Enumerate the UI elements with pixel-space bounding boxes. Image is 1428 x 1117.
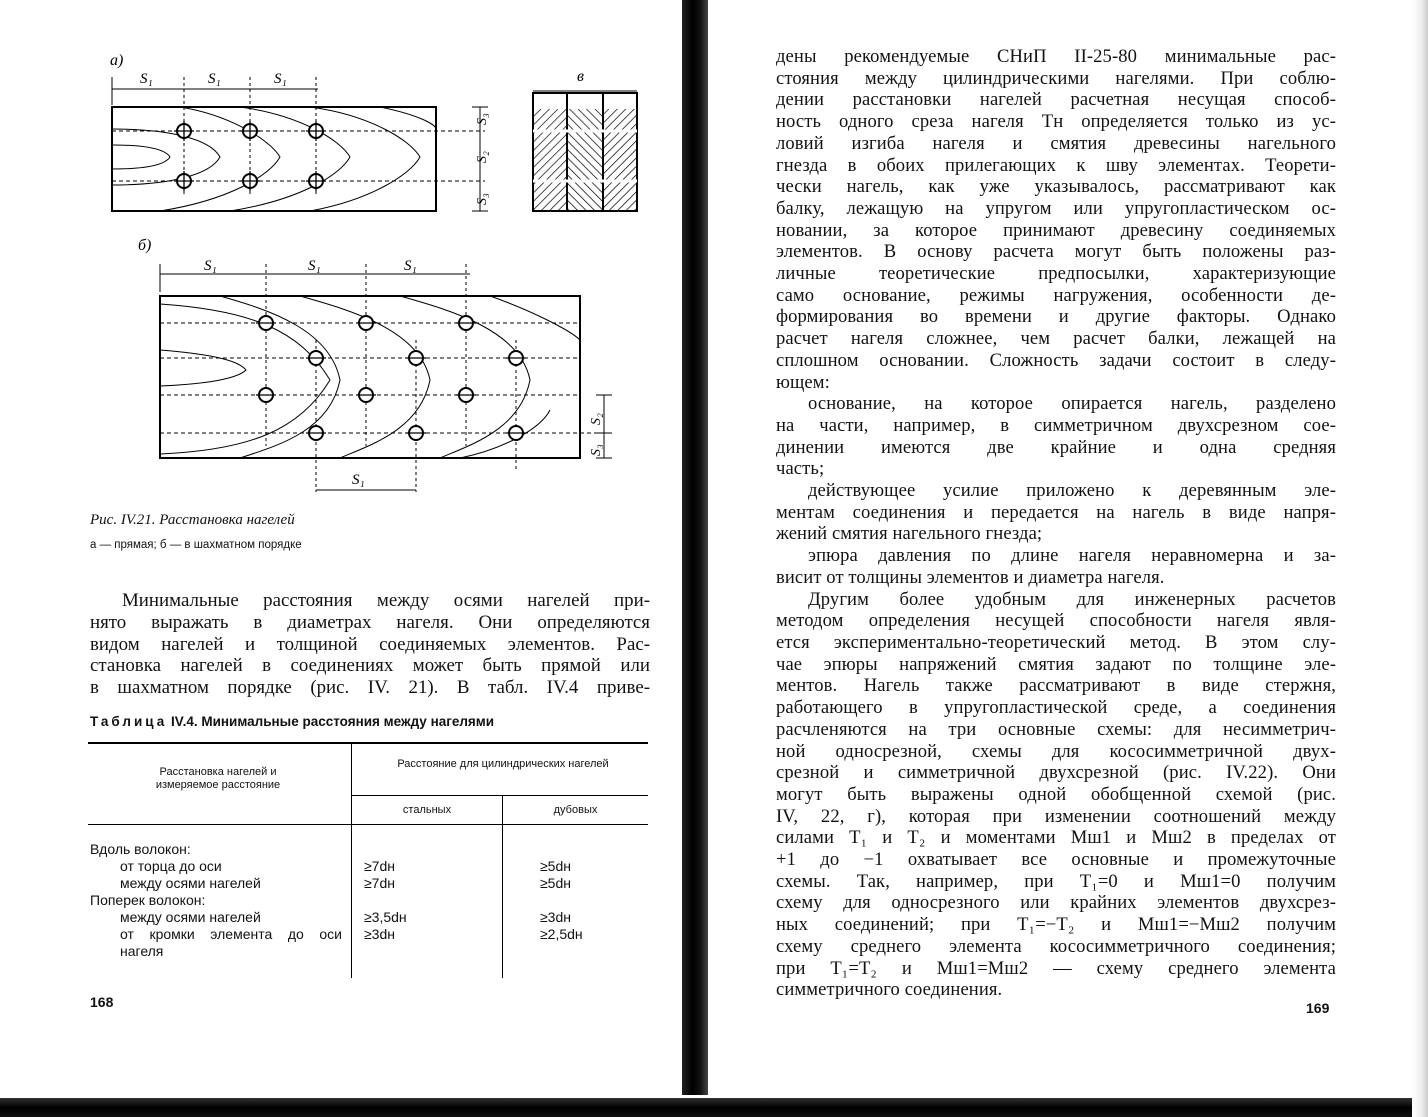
table-row-label: между осями нагелей (120, 909, 261, 925)
table-row-label: Вдоль волокон: (90, 841, 191, 857)
right-text-line: формирования во времени и другие факторы. Однако (776, 306, 1336, 328)
table-row-oak: ≥5dн (540, 858, 571, 874)
dim-s2-a: S₂ (475, 151, 490, 163)
right-text-line: ется экспериментально-теоретический метод. В этом слу- (776, 631, 1336, 653)
right-text-line: схему для односрезного или крайних элементов двухсрез- (776, 892, 1336, 914)
left-line-3: видом нагелей и толщиной соединяемых элементов. Рас- (90, 633, 650, 655)
right-text-line: работающего в упругопластической среде, а соединения (776, 697, 1336, 719)
figure-a-label: a) (110, 52, 124, 69)
right-text-line: +1 до −1 охватывает все основные и промежуточные (776, 849, 1336, 871)
dim-s1-a1: S₁ (140, 71, 153, 87)
table-row-steel: ≥3dн (364, 926, 395, 942)
table-row-oak: ≥3dн (540, 909, 571, 925)
dim-s1-b2: S₁ (308, 258, 321, 274)
right-text-line: расчет нагеля сложнее, чем расчет балки, лежащей на (776, 328, 1336, 350)
table-row-steel: ≥3,5dн (364, 909, 407, 925)
distance-table (88, 742, 648, 978)
figure-caption-subtitle: а — прямая; б — в шахматном порядке (90, 539, 302, 551)
right-text-line: личные теоретические предпосылки, характеризующие (776, 263, 1336, 285)
right-text-line: ловий изгиба нагеля и смятия древесины нагельного (776, 132, 1336, 154)
left-body-paragraph (90, 590, 650, 699)
dim-s1-b1: S₁ (204, 258, 217, 274)
right-text-line: дены рекомендуемые СНиП II-25-80 минимальные рас- (776, 46, 1336, 67)
table-row-oak: ≥5dн (540, 875, 571, 891)
table-header-steel: стальных (402, 804, 452, 816)
right-text-line: висит от толщины элементов и диаметра нагеля. (776, 566, 1165, 588)
scan-right-edge (1412, 0, 1428, 1117)
scan-bottom-edge (0, 1098, 1428, 1117)
dim-s3-b: S₃ (589, 444, 604, 456)
dim-s1-b-bottom: S₁ (352, 472, 365, 488)
dim-s1-b3: S₁ (404, 258, 417, 274)
right-text-line: сплошном основании. Сложность задачи состоит в следу- (776, 349, 1336, 371)
right-text-line: могут быть выражены одной обобщенной схемой (рис. (776, 783, 1336, 805)
page-number-left: 168 (90, 994, 114, 1010)
table-row-label: от торца до оси (120, 858, 222, 874)
table-title (90, 714, 494, 729)
table-row-label: между осями нагелей (120, 875, 261, 891)
figure-b-label: б) (138, 237, 152, 254)
right-text-line: ющем: (776, 371, 830, 393)
right-text-line: ность одного среза нагеля Tн определяется только из ус- (776, 111, 1336, 133)
right-text-line: часть; (776, 458, 825, 480)
right-text-line: симметричного соединения. (776, 979, 1003, 1001)
right-text-line: эпюра давления по длине нагеля неравномерна и за- (808, 545, 1336, 567)
right-text-line: жений смятия нагельного гнезда; (776, 523, 1043, 545)
table-header-placement: Расстановка нагелей и измеряемое расстояние (155, 766, 281, 791)
right-text-line: чески нагель, как уже указывалось, рассматривают как (776, 176, 1336, 198)
right-text-line: схему среднего элемента кососимметричного соединения; (776, 935, 1336, 957)
right-text-line: балку, лежащую на упругом или упругопластическом ос- (776, 197, 1336, 219)
page-number-right: 169 (1306, 1000, 1330, 1016)
left-line-2: нято выражать в диаметрах нагеля. Они определяются (90, 611, 650, 633)
book-gutter-shadow (682, 0, 708, 1095)
right-text-line: ментов. Нагель также рассматривают в виде стержня, (776, 675, 1336, 697)
right-text-line: гнезда в обоих прилегающих к шву элементах. Теорети- (776, 154, 1336, 176)
table-row-label: Поперек волокон: (90, 892, 206, 908)
right-text-line: элементов. В основу расчета могут быть положены раз- (776, 241, 1336, 263)
right-text-line: расчленяются на три основные схемы: для несимметрич- (776, 718, 1336, 740)
figure-caption-title: Рис. IV.21. Расстановка нагелей (90, 512, 295, 528)
right-text-line: ментам соединения и передается на нагель в виде напря- (776, 501, 1336, 523)
left-line-4: становка нагелей в соединениях может быть прямой или (90, 655, 650, 677)
right-text-line: Другим более удобным для инженерных расчетов (808, 588, 1336, 610)
dim-s2-b: S₂ (589, 413, 604, 425)
right-text-line: на части, например, в симметричном двухсрезном сое- (776, 414, 1336, 436)
right-text-line: ных соединений; при T₁=−T₂ и Mш1=−Mш2 получим (776, 914, 1336, 936)
right-text-line: методом определения несущей способности нагеля явля- (776, 610, 1336, 632)
left-line-5: в шахматном порядке (рис. IV. 21). В табл. IV.4 приве- (90, 677, 650, 699)
right-text-line: чае эпюры напряжений смятия задают по толщине эле- (776, 653, 1336, 675)
table-title-rest: IV.4. Минимальные расстояния между нагелями (171, 714, 495, 729)
figure-v-label: в (577, 68, 584, 85)
dim-s3-a-bottom: S₃ (475, 193, 490, 205)
right-text-line: ной односрезной, схемы для кососимметричной двух- (776, 740, 1336, 762)
table-header-oak: дубовых (553, 804, 598, 816)
table-row-steel: ≥7dн (364, 875, 395, 891)
table-row-steel: ≥7dн (364, 858, 395, 874)
dim-s1-a3: S₁ (274, 71, 287, 87)
right-page-body (776, 46, 1336, 1001)
right-text-line: само основание, режимы нагружения, особенности де- (776, 284, 1336, 306)
table-row-label: от кромки элемента до оси нагеля (120, 926, 342, 959)
right-text-line: дении расстановки нагелей расчетная несущая способ- (776, 89, 1336, 111)
right-text-line: схемы. Так, например, при T₁=0 и Mш1=0 получим (776, 870, 1336, 892)
right-text-line: срезной и симметричной двухсрезной (рис. IV.22). Они (776, 762, 1336, 784)
left-line-1: Минимальные расстояния между осями нагелей при- (122, 590, 650, 611)
right-text-line: новании, за которое принимают древесину соединяемых (776, 219, 1336, 241)
right-text-line: IV, 22, г), которая при изменении соотношений между (776, 805, 1336, 827)
right-text-line: динении имеются две крайние и одна средняя (776, 436, 1336, 458)
right-text-line: стояния между цилиндрическими нагелями. При соблю- (776, 67, 1336, 89)
figure-v-cross-section (525, 65, 645, 215)
right-text-line: основание, на которое опирается нагель, разделено (808, 393, 1336, 415)
figure-b-staggered-placement (130, 230, 620, 500)
right-text-line: действующее усилие приложено к деревянным эле- (808, 480, 1336, 502)
right-text-line: силами T₁ и T₂ и моментами Mш1 и Mш2 в пределах от (776, 827, 1336, 849)
dim-s3-a-top: S₃ (475, 113, 490, 125)
figure-a-straight-placement (100, 45, 500, 225)
right-text-line: при T₁=T₂ и Mш1=Mш2 — схему среднего элемента (776, 957, 1336, 979)
table-row-oak: ≥2,5dн (540, 926, 583, 942)
table-title-prefix: Таблица (90, 714, 168, 729)
table-header-distance: Расстояние для цилиндрических нагелей (397, 758, 609, 770)
dim-s1-a2: S₁ (208, 71, 221, 87)
